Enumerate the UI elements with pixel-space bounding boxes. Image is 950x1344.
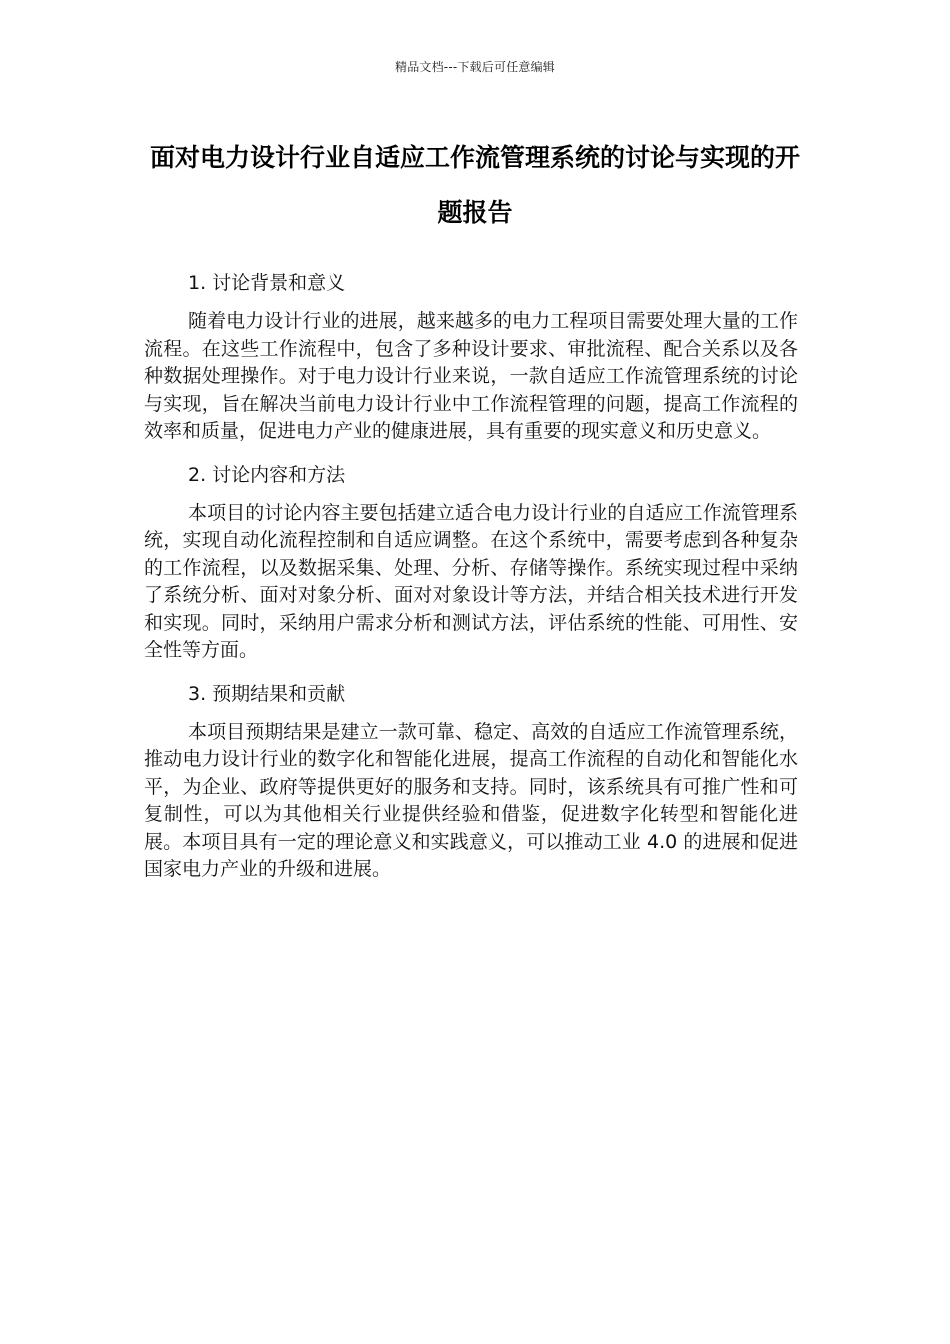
section-content-method [144, 460, 798, 665]
section-expected-results [144, 679, 798, 884]
document-body [144, 268, 798, 898]
section-heading: 3. 预期结果和贡献 [188, 682, 346, 705]
page-header: 精品文档---下载后可任意编辑 [395, 60, 555, 74]
section-paragraph: 随着电力设计行业的进展，越来越多的电力工程项目需要处理大量的工作流程。在这些工作流程中，包含了多种设计要求、审批流程、配合关系以及各种数据处理操作。对于电力设计行业来说，一款自适应工作流管理系统的讨论与实现，旨在解决当前电力设计行业中工作流程管理的问题，提高工作流程的效率和质量，促进电力产业的健康进展，具有重要的现实意义和历史意义。 [144, 310, 798, 442]
section-paragraph: 本项目的讨论内容主要包括建立适合电力设计行业的自适应工作流管理系统，实现自动化流程控制和自适应调整。在这个系统中，需要考虑到各种复杂的工作流程，以及数据采集、处理、分析、存储等操作。系统实现过程中采纳了系统分析、面对对象分析、面对对象设计等方法，并结合相关技术进行开发和实现。同时，采纳用户需求分析和测试方法，评估系统的性能、可用性、安全性等方面。 [144, 501, 798, 661]
section-paragraph: 本项目预期结果是建立一款可靠、稳定、高效的自适应工作流管理系统，推动电力设计行业的数字化和智能化进展，提高工作流程的自动化和智能化水平，为企业、政府等提供更好的服务和支持。同时，该系统具有可推广性和可复制性，可以为其他相关行业提供经验和借鉴，促进数字化转型和智能化进展。本项目具有一定的理论意义和实践意义，可以推动工业 4.0 的进展和促进国家电力产业的升级和进展。 [144, 720, 798, 880]
document-title: 面对电力设计行业自适应工作流管理系统的讨论与实现的开题报告 [149, 143, 800, 227]
section-heading: 1. 讨论背景和意义 [188, 272, 346, 294]
section-heading: 2. 讨论内容和方法 [188, 463, 346, 486]
section-background [144, 268, 798, 446]
